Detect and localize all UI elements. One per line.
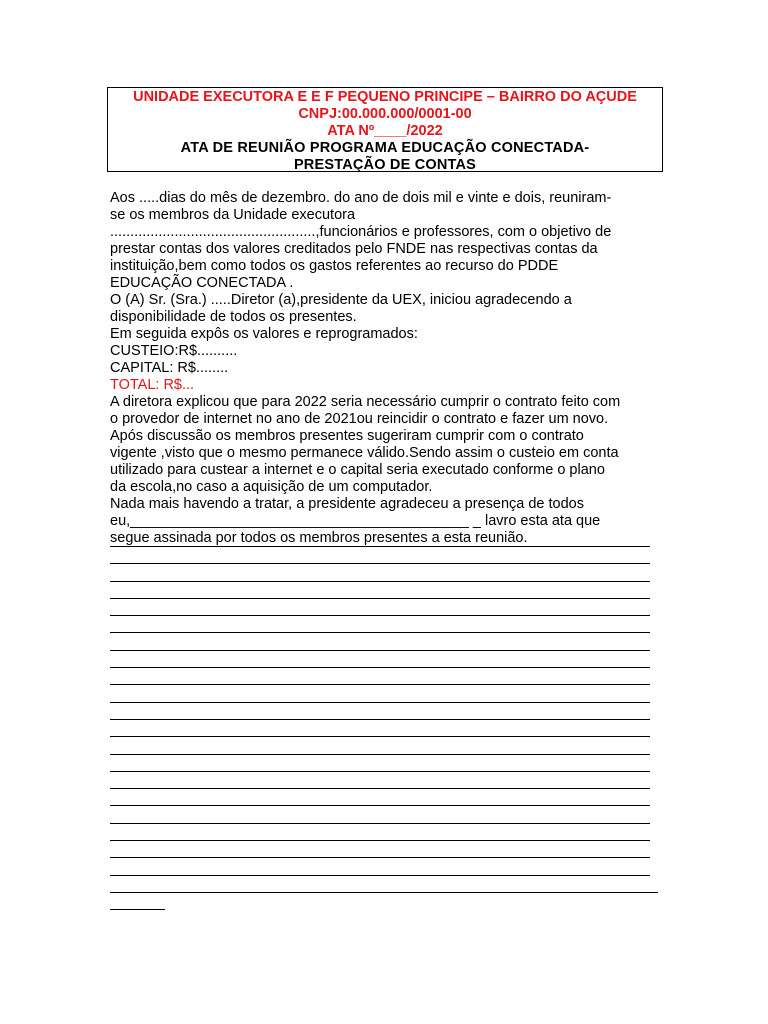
capital-line: CAPITAL: R$........ bbox=[110, 360, 229, 376]
document-title: ATA DE REUNIÃO PROGRAMA EDUCAÇÃO CONECTADA- bbox=[180, 140, 590, 156]
body-line: Após discussão os membros presentes sugeriram cumprir com o contrato bbox=[110, 428, 584, 444]
body-line: instituição,bem como todos os gastos referentes ao recurso do PDDE bbox=[110, 258, 559, 274]
minutes-body bbox=[110, 190, 655, 547]
custeio-line: CUSTEIO:R$.......... bbox=[110, 343, 238, 359]
signature-line bbox=[110, 719, 650, 720]
body-line: Em seguida expôs os valores e reprogramados: bbox=[110, 326, 418, 342]
signature-line bbox=[110, 650, 650, 651]
signature-line bbox=[110, 615, 650, 616]
signature-line bbox=[110, 563, 650, 564]
school-name: UNIDADE EXECUTORA E E F PEQUENO PRINCIPE – BAIRRO DO AÇUDE bbox=[133, 89, 637, 105]
signature-line bbox=[110, 581, 650, 582]
body-line: se os membros da Unidade executora bbox=[110, 207, 356, 223]
total-line: TOTAL: R$... bbox=[110, 377, 195, 393]
signature-line bbox=[110, 684, 650, 685]
signature-line bbox=[110, 892, 658, 893]
body-line: o provedor de internet no ano de 2021ou reincidir o contrato e fazer um novo. bbox=[110, 411, 609, 427]
signature-line bbox=[110, 805, 650, 806]
body-line: segue assinada por todos os membros presentes a esta reunião. bbox=[110, 530, 528, 546]
body-line: A diretora explicou que para 2022 seria necessário cumprir o contrato feito com bbox=[110, 394, 621, 410]
signature-line bbox=[110, 598, 650, 599]
body-line: disponibilidade de todos os presentes. bbox=[110, 309, 357, 325]
body-line: Aos .....dias do mês de dezembro. do ano de dois mil e vinte e dois, reuniram- bbox=[110, 190, 612, 206]
signature-line bbox=[110, 823, 650, 824]
body-line: eu,__________________________________________ _ lavro esta ata que bbox=[110, 513, 601, 529]
signature-line bbox=[110, 857, 650, 858]
body-line: Nada mais havendo a tratar, a presidente agradeceu a presença de todos bbox=[110, 496, 584, 512]
signature-line bbox=[110, 702, 650, 703]
body-line: EDUCAÇÃO CONECTADA . bbox=[110, 275, 294, 291]
signature-lines bbox=[110, 546, 655, 927]
signature-line bbox=[110, 667, 650, 668]
signature-line bbox=[110, 771, 650, 772]
body-line: vigente ,visto que o mesmo permanece válido.Sendo assim o custeio em conta bbox=[110, 445, 619, 461]
body-line: da escola,no caso a aquisição de um computador. bbox=[110, 479, 433, 495]
signature-line bbox=[110, 788, 650, 789]
body-line: ...................................................,funcionários e professores, com o objetivo de bbox=[110, 224, 612, 240]
signature-line bbox=[110, 840, 650, 841]
signature-line bbox=[110, 546, 650, 547]
document-header bbox=[107, 87, 663, 172]
document-subtitle: PRESTAÇÃO DE CONTAS bbox=[293, 157, 477, 173]
body-line: prestar contas dos valores creditados pelo FNDE nas respectivas contas da bbox=[110, 241, 598, 257]
cnpj: CNPJ:00.000.000/0001-00 bbox=[298, 106, 472, 122]
signature-line bbox=[110, 754, 650, 755]
signature-line bbox=[110, 909, 165, 910]
body-line: O (A) Sr. (Sra.) .....Diretor (a),presidente da UEX, iniciou agradecendo a bbox=[110, 292, 572, 308]
signature-line bbox=[110, 632, 650, 633]
signature-line bbox=[110, 736, 650, 737]
signature-line bbox=[110, 875, 650, 876]
body-line: utilizado para custear a internet e o capital seria executado conforme o plano bbox=[110, 462, 605, 478]
ata-number: ATA Nº____/2022 bbox=[327, 123, 443, 139]
